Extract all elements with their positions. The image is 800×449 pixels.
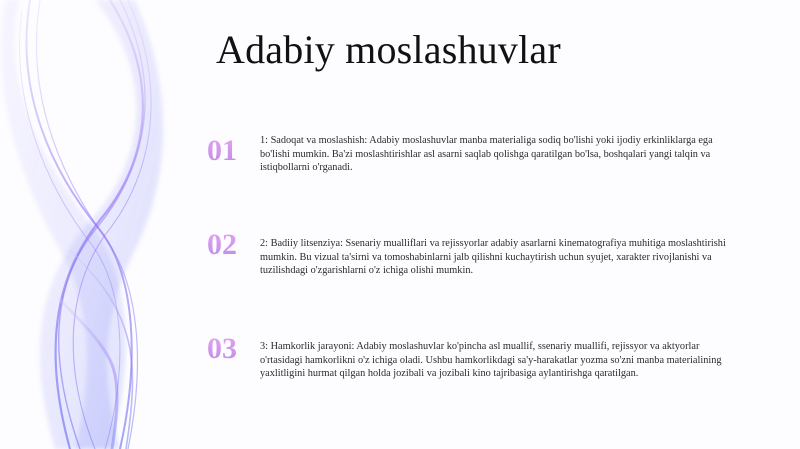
slide-title: Adabiy moslashuvlar bbox=[216, 27, 561, 72]
item-number: 01 bbox=[200, 134, 244, 168]
list-item bbox=[200, 134, 740, 214]
list-item bbox=[200, 332, 740, 412]
item-text: 3: Hamkorlik jarayoni: Adabiy moslashuvlar ko'pincha asl muallif, ssenariy muallifi, rejissyor va aktyorlar o'rtasidagi hamkorlikni o'z ichiga oladi. Ushbu hamkorlikdagi sa'y-harakatlar yozma so'zni manba materialining yaxlitligini hurmat qilgan holda jozibali va jozibali kino tajribasiga aylantirishga qaratilgan. bbox=[260, 341, 722, 380]
purple-smoke-ribbon-decoration bbox=[0, 0, 200, 449]
item-number: 02 bbox=[200, 228, 244, 262]
item-number: 03 bbox=[200, 332, 244, 366]
item-text: 1: Sadoqat va moslashish: Adabiy moslashuvlar manba materialiga sodiq bo'lishi yoki ijodiy erkinliklarga ega bo'lishi mumkin. Ba'zi moslashtirishlar asl asarni saqlab qolishga qaratilgan bo'lsa, boshqalari yangi talqin va istiqbollarni o'rganadi. bbox=[260, 135, 713, 174]
list-item bbox=[200, 228, 740, 308]
item-text: 2: Badiiy litsenziya: Ssenariy mualliflari va rejissyorlar adabiy asarlarni kinematografiya muhitiga moslashtirishi mumkin. Bu vizual ta'sirni va tomoshabinlarni jalb qilishni kuchaytirish uchun syujet, xarakter rivojlanishi va tuzilishdagi o'zgarishlarni o'z ichiga olishi mumkin. bbox=[260, 238, 726, 277]
